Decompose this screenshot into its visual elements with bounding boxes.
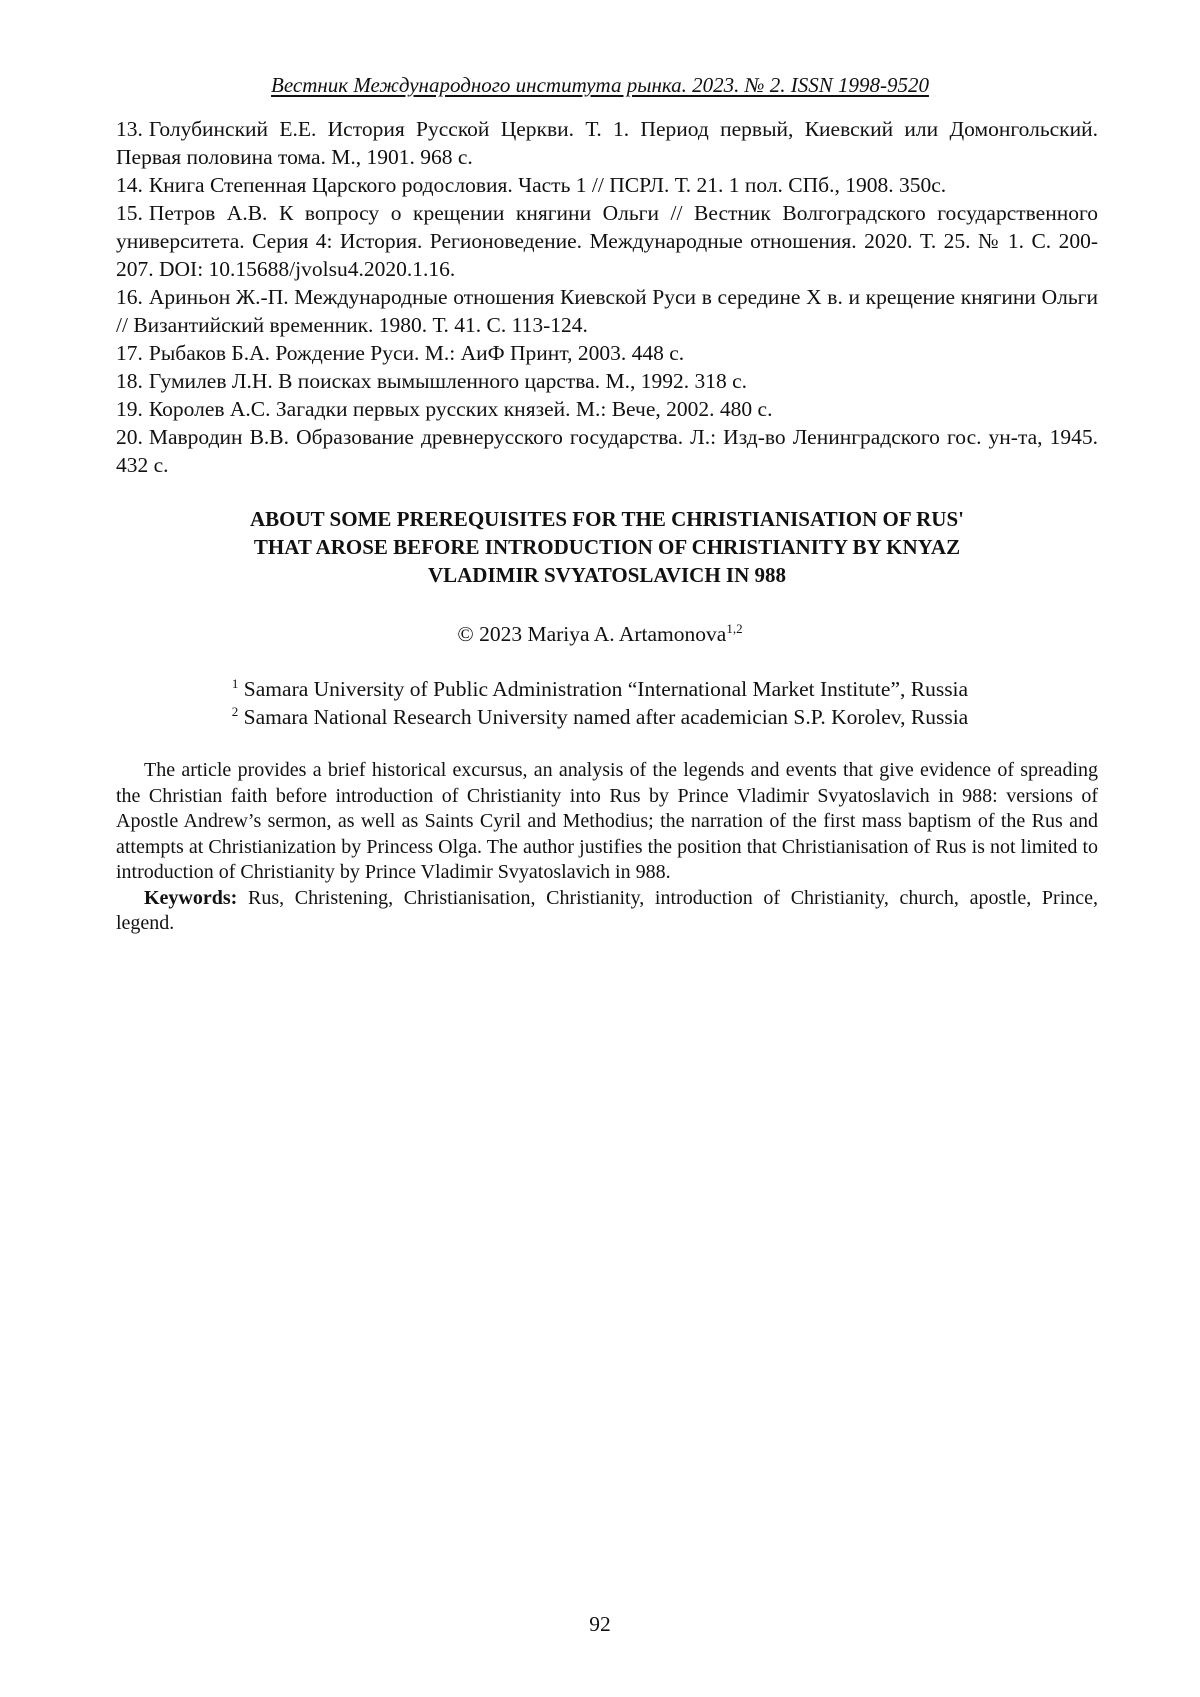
reference-number: 13. — [116, 117, 143, 141]
reference-text: Голубинский Е.Е. История Русской Церкви. Т. 1. Период первый, Киевский или Домонгольский. Первая половина тома. М., 1901. 968 с. — [116, 117, 1098, 169]
reference-number: 17. — [116, 341, 143, 365]
author-name: © 2023 Mariya A. Artamonova — [457, 622, 727, 646]
reference-number: 14. — [116, 173, 143, 197]
affiliation-text: Samara University of Public Administration “International Market Institute”, Russia — [243, 677, 969, 701]
affiliation-text: Samara National Research University named after academician S.P. Korolev, Russia — [243, 705, 969, 729]
reference-text: Королев А.С. Загадки первых русских князей. М.: Вече, 2002. 480 с. — [148, 397, 773, 421]
running-header: Вестник Международного института рынка. 2023. № 2. ISSN 1998-9520 — [271, 73, 929, 97]
affiliations — [0, 675, 1200, 731]
affiliation-superscript: 1 — [231, 675, 239, 691]
reference-item — [116, 423, 1098, 479]
reference-text: Рыбаков Б.А. Рождение Руси. М.: АиФ Принт, 2003. 448 с. — [148, 341, 685, 365]
affiliation-superscript: 2 — [231, 703, 239, 719]
reference-item — [116, 395, 1098, 423]
reference-number: 19. — [116, 397, 143, 421]
article-title — [116, 505, 1098, 589]
title-line: VLADIMIR SVYATOSLAVICH IN 988 — [427, 563, 787, 587]
reference-text: Гумилев Л.Н. В поисках вымышленного царства. М., 1992. 318 с. — [148, 369, 747, 393]
reference-item — [116, 367, 1098, 395]
reference-number: 20. — [116, 425, 143, 449]
reference-item — [116, 171, 1098, 199]
reference-text: Книга Степенная Царского родословия. Часть 1 // ПСРЛ. Т. 21. 1 пол. СПб., 1908. 350с. — [148, 173, 947, 197]
page-number: 92 — [589, 1612, 611, 1636]
reference-text: Петров А.В. К вопросу о крещении княгини Ольги // Вестник Волгоградского государственного университета. Серия 4: История. Регионоведение. Международные отношения. 2020. Т. 25. № 1. С. 200-207. DOI: 10.15688/jvolsu4.2020.1.16. — [116, 201, 1098, 281]
keywords-paragraph — [116, 886, 1098, 937]
reference-number: 15. — [116, 201, 143, 225]
author-superscript: 1,2 — [726, 620, 743, 636]
reference-text: Ариньон Ж.-П. Международные отношения Киевской Руси в середине X в. и крещение княгини Ольги // Византийский временник. 1980. Т. 41. С. 113-124. — [116, 285, 1098, 337]
author-line — [0, 620, 1200, 648]
reference-text: Мавродин В.В. Образование древнерусского государства. Л.: Изд-во Ленинградского гос. ун-та, 1945. 432 с. — [116, 425, 1098, 477]
reference-list — [116, 115, 1098, 479]
affiliation-item — [0, 703, 1200, 731]
reference-number: 18. — [116, 369, 143, 393]
reference-item — [116, 283, 1098, 339]
reference-item — [116, 115, 1098, 171]
keywords-label: Keywords: — [144, 886, 238, 909]
abstract — [116, 758, 1098, 937]
affiliation-item — [0, 675, 1200, 703]
reference-number: 16. — [116, 285, 143, 309]
title-line: ABOUT SOME PREREQUISITES FOR THE CHRISTIANISATION OF RUS' — [250, 507, 964, 531]
keywords-text: Rus, Christening, Christianisation, Christianity, introduction of Christianity, church, apostle, Prince, legend. — [116, 886, 1099, 934]
title-line: THAT AROSE BEFORE INTRODUCTION OF CHRISTIANITY BY KNYAZ — [253, 535, 961, 559]
reference-item — [116, 339, 1098, 367]
reference-item — [116, 199, 1098, 283]
abstract-text: The article provides a brief historical excursus, an analysis of the legends and events that give evidence of spreading the Christian faith before introduction of Christianity into Rus by Prince Vladimir Svyatoslavich in 988: versions of Apostle Andrew’s sermon, as well as Saints Cyril and Methodius; the narration of the first mass baptism of the Rus and attempts at Christianization by Princess Olga. The author justifies the position that Christianisation of Rus is not limited to introduction of Christianity by Prince Vladimir Svyatoslavich in 988. — [116, 759, 1098, 883]
